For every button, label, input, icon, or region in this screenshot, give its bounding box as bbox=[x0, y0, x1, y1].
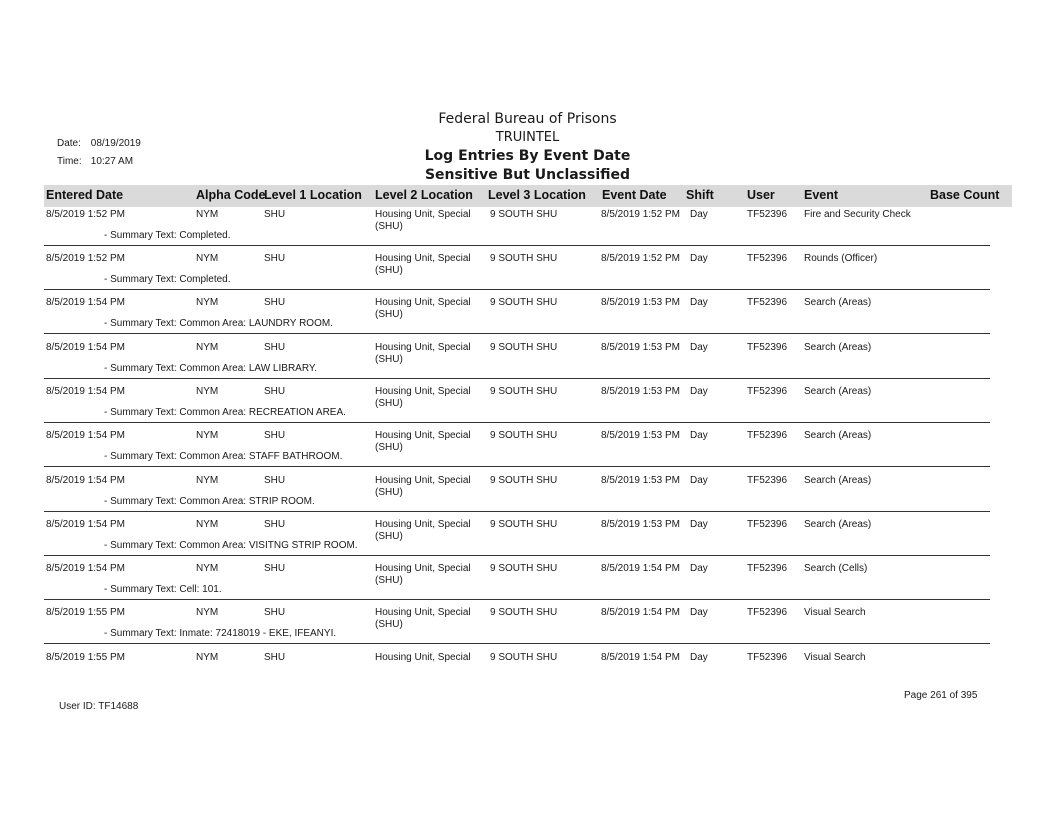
cell-shift: Day bbox=[690, 430, 708, 441]
row-divider bbox=[44, 289, 990, 290]
col-header-level3: Level 3 Location bbox=[488, 188, 586, 202]
cell-user: TF52396 bbox=[747, 475, 788, 486]
cell-alpha-code: NYM bbox=[196, 253, 219, 264]
cell-event-date: 8/5/2019 1:53 PM bbox=[601, 386, 680, 397]
row-divider bbox=[44, 643, 990, 644]
row-divider bbox=[44, 511, 990, 512]
cell-level1: SHU bbox=[264, 253, 286, 264]
cell-level1: SHU bbox=[264, 209, 286, 220]
cell-event: Search (Areas) bbox=[804, 519, 872, 530]
report-date bbox=[57, 138, 141, 149]
cell-level2: Housing Unit, Special (SHU) bbox=[375, 386, 471, 409]
row-divider bbox=[44, 245, 990, 246]
cell-user: TF52396 bbox=[747, 430, 788, 441]
cell-level3: 9 SOUTH SHU bbox=[490, 430, 558, 441]
cell-event-date: 8/5/2019 1:52 PM bbox=[601, 209, 680, 220]
cell-event: Rounds (Officer) bbox=[804, 253, 878, 264]
table-row bbox=[0, 342, 1056, 386]
cell-level2: Housing Unit, Special (SHU) bbox=[375, 519, 471, 542]
col-header-event-date: Event Date bbox=[602, 188, 667, 202]
cell-alpha-code: NYM bbox=[196, 475, 219, 486]
cell-entered-date: 8/5/2019 1:54 PM bbox=[46, 342, 125, 353]
summary-text: - Summary Text: Completed. bbox=[104, 230, 231, 241]
table-row bbox=[0, 209, 1056, 253]
cell-event: Search (Cells) bbox=[804, 563, 868, 574]
cell-entered-date: 8/5/2019 1:54 PM bbox=[46, 430, 125, 441]
cell-entered-date: 8/5/2019 1:52 PM bbox=[46, 209, 125, 220]
table-row bbox=[0, 253, 1056, 297]
cell-alpha-code: NYM bbox=[196, 607, 219, 618]
summary-text: - Summary Text: Common Area: STAFF BATHROOM. bbox=[104, 451, 343, 462]
cell-shift: Day bbox=[690, 297, 708, 308]
cell-level1: SHU bbox=[264, 519, 286, 530]
cell-alpha-code: NYM bbox=[196, 563, 219, 574]
table-row bbox=[0, 386, 1056, 430]
cell-event-date: 8/5/2019 1:54 PM bbox=[601, 563, 680, 574]
cell-level2: Housing Unit, Special (SHU) bbox=[375, 563, 471, 586]
col-header-alpha-code: Alpha Code bbox=[196, 188, 266, 202]
cell-alpha-code: NYM bbox=[196, 342, 219, 353]
summary-text: - Summary Text: Common Area: VISITNG STRIP ROOM. bbox=[104, 540, 358, 551]
cell-event: Search (Areas) bbox=[804, 297, 872, 308]
cell-level1: SHU bbox=[264, 297, 286, 308]
table-row bbox=[0, 297, 1056, 341]
cell-level2: Housing Unit, Special (SHU) bbox=[375, 297, 471, 320]
cell-level1: SHU bbox=[264, 342, 286, 353]
cell-entered-date: 8/5/2019 1:54 PM bbox=[46, 563, 125, 574]
table-row bbox=[0, 607, 1056, 651]
cell-event-date: 8/5/2019 1:53 PM bbox=[601, 297, 680, 308]
cell-event-date: 8/5/2019 1:53 PM bbox=[601, 430, 680, 441]
cell-alpha-code: NYM bbox=[196, 209, 219, 220]
col-header-entered-date: Entered Date bbox=[46, 188, 124, 202]
cell-level3: 9 SOUTH SHU bbox=[490, 386, 558, 397]
row-divider bbox=[44, 466, 990, 467]
cell-user: TF52396 bbox=[747, 563, 788, 574]
time-label: Time: bbox=[57, 156, 82, 167]
system-title: TRUINTEL bbox=[495, 130, 560, 145]
cell-event: Search (Areas) bbox=[804, 386, 872, 397]
row-divider bbox=[44, 333, 990, 334]
cell-event-date: 8/5/2019 1:54 PM bbox=[601, 607, 680, 618]
cell-alpha-code: NYM bbox=[196, 297, 219, 308]
cell-shift: Day bbox=[690, 519, 708, 530]
cell-event: Fire and Security Check bbox=[804, 209, 911, 220]
cell-level3: 9 SOUTH SHU bbox=[490, 475, 558, 486]
cell-level3: 9 SOUTH SHU bbox=[490, 209, 558, 220]
table-row bbox=[0, 519, 1056, 563]
cell-level1: SHU bbox=[264, 386, 286, 397]
col-header-base-count: Base Count bbox=[930, 188, 1000, 202]
cell-level3: 9 SOUTH SHU bbox=[490, 563, 558, 574]
cell-level3: 9 SOUTH SHU bbox=[490, 342, 558, 353]
summary-text: - Summary Text: Common Area: LAW LIBRARY. bbox=[104, 363, 318, 374]
date-value: 08/19/2019 bbox=[90, 138, 141, 149]
row-divider bbox=[44, 378, 990, 379]
cell-level1: SHU bbox=[264, 475, 286, 486]
summary-text: - Summary Text: Common Area: RECREATION AREA. bbox=[104, 407, 346, 418]
cell-alpha-code: NYM bbox=[196, 430, 219, 441]
cell-level1: SHU bbox=[264, 652, 286, 663]
cell-user: TF52396 bbox=[747, 209, 788, 220]
cell-event-date: 8/5/2019 1:53 PM bbox=[601, 519, 680, 530]
cell-level2: Housing Unit, Special (SHU) bbox=[375, 209, 471, 232]
cell-event-date: 8/5/2019 1:53 PM bbox=[601, 475, 680, 486]
cell-level1: SHU bbox=[264, 563, 286, 574]
cell-level2: Housing Unit, Special bbox=[375, 652, 471, 663]
date-label: Date: bbox=[57, 138, 81, 149]
cell-entered-date: 8/5/2019 1:54 PM bbox=[46, 475, 125, 486]
table-row bbox=[0, 563, 1056, 607]
cell-entered-date: 8/5/2019 1:55 PM bbox=[46, 607, 125, 618]
cell-level2: Housing Unit, Special (SHU) bbox=[375, 253, 471, 276]
summary-text: - Summary Text: Completed. bbox=[104, 274, 231, 285]
cell-event: Search (Areas) bbox=[804, 475, 872, 486]
cell-event: Search (Areas) bbox=[804, 430, 872, 441]
cell-event-date: 8/5/2019 1:52 PM bbox=[601, 253, 680, 264]
col-header-shift: Shift bbox=[686, 188, 714, 202]
classification-label: Sensitive But Unclassified bbox=[424, 167, 631, 183]
cell-user: TF52396 bbox=[747, 652, 788, 663]
row-divider bbox=[44, 599, 990, 600]
report-time bbox=[57, 156, 133, 167]
table-row bbox=[0, 652, 1056, 696]
cell-alpha-code: NYM bbox=[196, 386, 219, 397]
table-row bbox=[0, 475, 1056, 519]
page-number: Page 261 of 395 bbox=[904, 690, 978, 701]
cell-shift: Day bbox=[690, 253, 708, 264]
row-divider bbox=[44, 422, 990, 423]
cell-entered-date: 8/5/2019 1:52 PM bbox=[46, 253, 125, 264]
cell-level3: 9 SOUTH SHU bbox=[490, 253, 558, 264]
cell-shift: Day bbox=[690, 386, 708, 397]
table-row bbox=[0, 430, 1056, 474]
cell-event: Visual Search bbox=[804, 607, 866, 618]
cell-entered-date: 8/5/2019 1:55 PM bbox=[46, 652, 125, 663]
cell-entered-date: 8/5/2019 1:54 PM bbox=[46, 297, 125, 308]
cell-user: TF52396 bbox=[747, 607, 788, 618]
cell-shift: Day bbox=[690, 209, 708, 220]
cell-user: TF52396 bbox=[747, 386, 788, 397]
cell-shift: Day bbox=[690, 607, 708, 618]
time-value: 10:27 AM bbox=[90, 156, 134, 167]
cell-level2: Housing Unit, Special (SHU) bbox=[375, 607, 471, 630]
col-header-level2: Level 2 Location bbox=[375, 188, 473, 202]
col-header-level1: Level 1 Location bbox=[264, 188, 362, 202]
cell-level2: Housing Unit, Special (SHU) bbox=[375, 475, 471, 498]
cell-shift: Day bbox=[690, 652, 708, 663]
cell-level1: SHU bbox=[264, 607, 286, 618]
summary-text: - Summary Text: Common Area: STRIP ROOM. bbox=[104, 496, 315, 507]
cell-event: Search (Areas) bbox=[804, 342, 872, 353]
summary-text: - Summary Text: Cell: 101. bbox=[104, 584, 222, 595]
cell-level3: 9 SOUTH SHU bbox=[490, 652, 558, 663]
cell-level3: 9 SOUTH SHU bbox=[490, 519, 558, 530]
row-divider bbox=[44, 555, 990, 556]
cell-level3: 9 SOUTH SHU bbox=[490, 607, 558, 618]
footer-user-id: User ID: TF14688 bbox=[59, 701, 139, 712]
cell-shift: Day bbox=[690, 563, 708, 574]
summary-text: - Summary Text: Inmate: 72418019 - EKE, IFEANYI. bbox=[104, 628, 337, 639]
cell-entered-date: 8/5/2019 1:54 PM bbox=[46, 386, 125, 397]
cell-level3: 9 SOUTH SHU bbox=[490, 297, 558, 308]
cell-shift: Day bbox=[690, 475, 708, 486]
cell-event-date: 8/5/2019 1:53 PM bbox=[601, 342, 680, 353]
cell-user: TF52396 bbox=[747, 297, 788, 308]
cell-level1: SHU bbox=[264, 430, 286, 441]
org-title: Federal Bureau of Prisons bbox=[438, 111, 617, 127]
col-header-user: User bbox=[747, 188, 775, 202]
cell-event: Visual Search bbox=[804, 652, 866, 663]
cell-alpha-code: NYM bbox=[196, 519, 219, 530]
cell-event-date: 8/5/2019 1:54 PM bbox=[601, 652, 680, 663]
cell-alpha-code: NYM bbox=[196, 652, 219, 663]
cell-user: TF52396 bbox=[747, 519, 788, 530]
cell-level2: Housing Unit, Special (SHU) bbox=[375, 430, 471, 453]
cell-entered-date: 8/5/2019 1:54 PM bbox=[46, 519, 125, 530]
summary-text: - Summary Text: Common Area: LAUNDRY ROOM. bbox=[104, 318, 333, 329]
col-header-event: Event bbox=[804, 188, 839, 202]
cell-shift: Day bbox=[690, 342, 708, 353]
report-title: Log Entries By Event Date bbox=[424, 148, 631, 164]
cell-user: TF52396 bbox=[747, 342, 788, 353]
cell-level2: Housing Unit, Special (SHU) bbox=[375, 342, 471, 365]
cell-user: TF52396 bbox=[747, 253, 788, 264]
